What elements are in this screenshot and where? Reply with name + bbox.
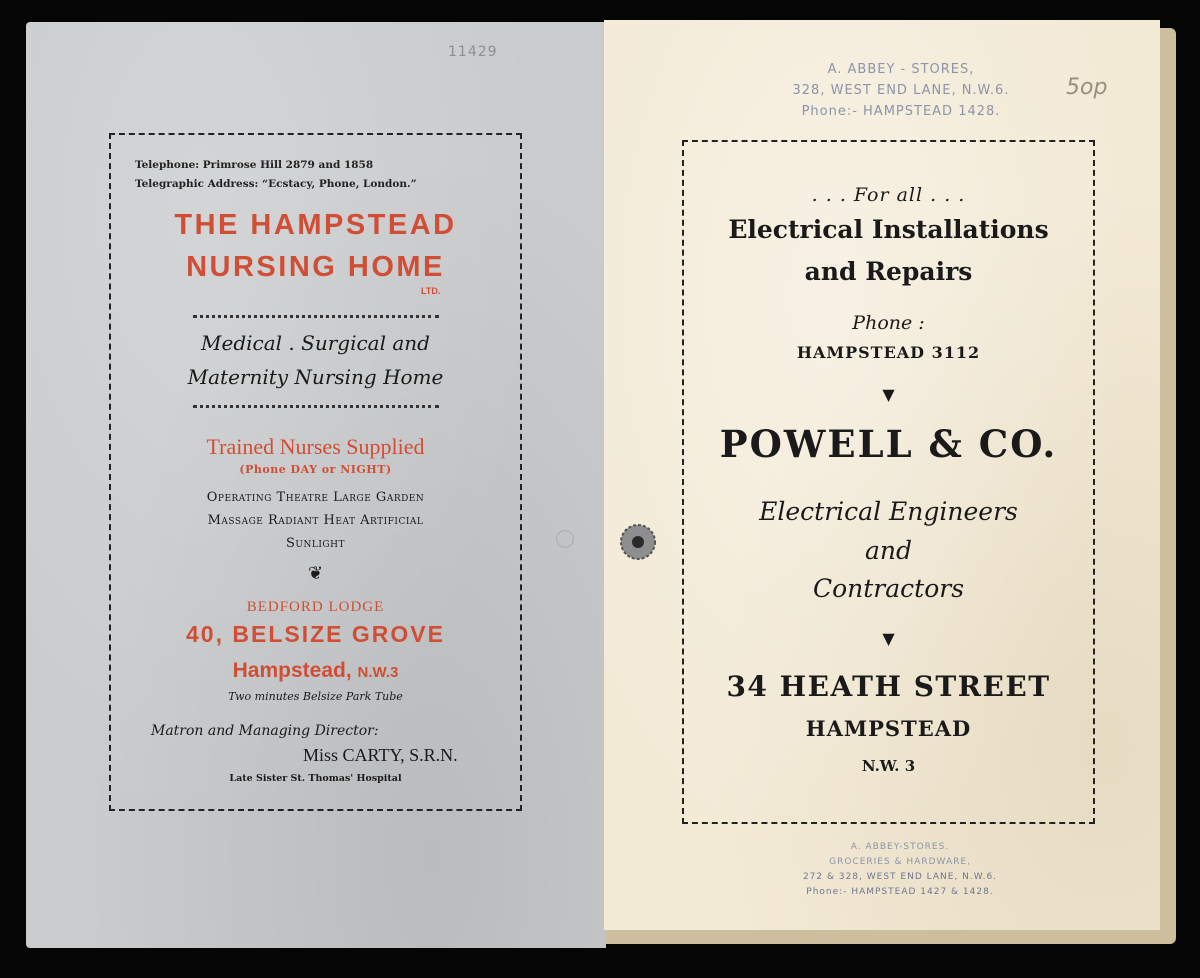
- top-stamp-line1: A. ABBEY - STORES,: [827, 62, 975, 77]
- services-line2: Maternity Nursing Home: [187, 365, 444, 389]
- desc-line1: Electrical Engineers: [759, 497, 1018, 526]
- bottom-stamp-line4: Phone:- HAMPSTEAD 1427 & 1428.: [806, 887, 994, 897]
- handwritten-ref-number: 11429: [448, 44, 498, 60]
- desc-line2: and: [864, 536, 912, 565]
- ornament-icon: ❦: [307, 563, 324, 584]
- features-line3: Sunlight: [286, 536, 345, 551]
- desc-line3: Contractors: [812, 574, 965, 603]
- intro-line: . . . For all . . .: [811, 184, 966, 206]
- handwritten-price-note: 5op: [1066, 75, 1108, 100]
- heading-line2: and Repairs: [804, 257, 973, 286]
- matron-name: Miss CARTY, S.R.N.: [303, 745, 458, 765]
- bottom-stamp-line1: A. ABBEY-STORES.: [850, 842, 950, 852]
- abbey-stores-stamp-bottom: [770, 842, 1030, 904]
- dotted-rule-bottom: [193, 405, 439, 408]
- features-line2: Massage Radiant Heat Artificial: [207, 513, 424, 528]
- address-postcode: N.W. 3: [861, 757, 916, 775]
- telegraphic-address: Telegraphic Address: “Ecstacy, Phone, London.”: [135, 178, 417, 190]
- binding-rivet: [618, 522, 658, 562]
- arrow-down-icon: ▼: [882, 385, 895, 404]
- rivet-inner: [632, 536, 644, 548]
- address-street: 34 HEATH STREET: [726, 670, 1051, 703]
- telephone-line: Telephone: Primrose Hill 2879 and 1858: [135, 159, 374, 171]
- trained-nurses: Trained Nurses Supplied: [206, 434, 425, 459]
- heading-line1: Electrical Installations: [728, 215, 1049, 244]
- bedford-lodge: BEDFORD LODGE: [246, 599, 385, 615]
- bottom-stamp-line2: GROCERIES & HARDWARE,: [829, 857, 971, 867]
- area-postcode: N.W.3: [357, 664, 399, 681]
- top-stamp-line3: Phone:- HAMPSTEAD 1428.: [801, 104, 1001, 119]
- abbey-stores-stamp-top: [756, 62, 1046, 124]
- ad-title-line2: NURSING HOME: [186, 251, 445, 283]
- company-name: POWELL & CO.: [719, 422, 1058, 466]
- ltd-label: LTD.: [421, 286, 441, 296]
- features-line1: Operating Theatre Large Garden: [206, 490, 425, 505]
- address-area: HAMPSTEAD: [805, 716, 972, 741]
- street-address: 40, BELSIZE GROVE: [186, 621, 445, 647]
- area-name: Hampstead,: [232, 659, 352, 682]
- services-line1: Medical . Surgical and: [201, 331, 430, 355]
- ad-title-line1: THE HAMPSTEAD: [174, 209, 457, 241]
- powell-co-ad: [682, 140, 1095, 824]
- top-stamp-line2: 328, WEST END LANE, N.W.6.: [792, 83, 1010, 98]
- matron-title: Matron and Managing Director:: [151, 723, 379, 739]
- dotted-rule-top: [193, 315, 439, 318]
- bottom-stamp-line3: 272 & 328, WEST END LANE, N.W.6.: [802, 872, 998, 882]
- punch-hole: [556, 530, 574, 548]
- area-line: [111, 659, 520, 683]
- phone-number: HAMPSTEAD 3112: [796, 343, 981, 362]
- arrow-down-icon-2: ▼: [882, 629, 895, 648]
- matron-note: Late Sister St. Thomas' Hospital: [229, 773, 402, 784]
- tube-note: Two minutes Belsize Park Tube: [228, 690, 403, 703]
- phone-label: Phone :: [852, 312, 925, 334]
- phone-day-night: (Phone DAY or NIGHT): [239, 463, 392, 476]
- nursing-home-ad: [109, 133, 522, 811]
